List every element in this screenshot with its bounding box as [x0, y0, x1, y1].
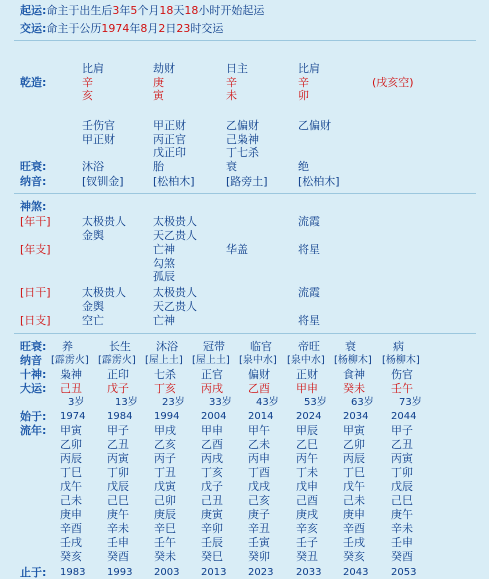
shensha-item: 太极贵人 — [153, 286, 197, 299]
liunian-item: 丁巳 — [343, 466, 365, 479]
pillar-shishen: 劫财 — [153, 62, 175, 75]
liunian-item: 丙子 — [154, 452, 176, 465]
wangshuai-value: 衰 — [226, 160, 237, 173]
dayun-start-year: 1974 — [60, 411, 86, 422]
pillar-gan: 庚 — [153, 75, 164, 89]
liunian-item: 甲戌 — [154, 424, 176, 437]
liunian-item: 甲寅 — [60, 424, 82, 437]
liunian-item: 乙丑 — [107, 438, 129, 451]
dayun-nayin: [屋上土] — [145, 355, 183, 366]
liunian-item: 戊戌 — [248, 480, 270, 493]
dayun-ganzhi: 丙戌 — [201, 382, 223, 395]
pillar-zhi: 亥 — [82, 89, 93, 103]
shensha-cell — [153, 286, 197, 313]
dayun-age: 3岁 — [68, 397, 85, 408]
dayun-nayin: [屋上土] — [192, 355, 230, 366]
dayun-wangshuai: 临官 — [250, 340, 272, 353]
dayun-start-year: 1984 — [107, 411, 133, 422]
liunian-item: 癸亥 — [60, 550, 82, 563]
dayun-shishen: 伤官 — [391, 368, 413, 381]
shensha-item: 天乙贵人 — [153, 228, 197, 242]
jiaoyun-label: 交运: — [20, 22, 47, 35]
shensha-item: 将星 — [298, 243, 320, 256]
liunian-item: 己巳 — [107, 494, 129, 507]
shensha-item: 将星 — [298, 314, 320, 327]
liunian-item: 庚戌 — [296, 508, 318, 521]
shensha-item: 空亡 — [82, 314, 104, 327]
dayun-nayin: [霹雳火] — [98, 355, 136, 366]
pillar-gan: 辛 — [226, 75, 237, 89]
liunian-item: 壬午 — [154, 536, 176, 549]
liunian-item: 己丑 — [201, 494, 223, 507]
dayun-end-year: 2003 — [154, 567, 180, 578]
canggan-year — [82, 119, 115, 146]
liunian-item: 庚申 — [60, 508, 82, 521]
shensha-item: 勾煞 — [153, 256, 175, 270]
shensha-row-label: [日干] — [20, 286, 51, 299]
liunian-item: 戊辰 — [391, 480, 413, 493]
dayun-nayin: [泉中水] — [287, 355, 325, 366]
dayun-wangshuai: 养 — [62, 340, 73, 353]
dayun-wangshuai: 沐浴 — [156, 340, 178, 353]
liunian-item: 丁卯 — [391, 466, 413, 479]
dayun-ganzhi: 壬午 — [391, 382, 413, 395]
liunian-item: 癸酉 — [107, 550, 129, 563]
shensha-cell — [153, 243, 175, 284]
qiyun-u4: 小时开始起运 — [198, 4, 265, 17]
liunian-item: 癸酉 — [391, 550, 413, 563]
liunian-item: 壬戌 — [60, 536, 82, 549]
liunian-item: 辛亥 — [296, 522, 318, 535]
liunian-item: 壬子 — [296, 536, 318, 549]
dayun-wangshuai-label: 旺衰: — [20, 340, 47, 353]
canggan-item: 乙偏财 — [226, 119, 259, 132]
dayun-start-year: 2004 — [201, 411, 227, 422]
liunian-item: 乙巳 — [296, 438, 318, 451]
dayun-ganzhi: 丁亥 — [154, 382, 176, 395]
liunian-item: 辛酉 — [60, 522, 82, 535]
liunian-item: 庚申 — [343, 508, 365, 521]
liunian-label: 流年: — [20, 424, 47, 437]
liunian-item: 丁酉 — [248, 466, 270, 479]
canggan-month — [153, 119, 186, 160]
liunian-item: 甲午 — [248, 424, 270, 437]
shensha-item: 孤辰 — [153, 270, 175, 284]
divider — [14, 193, 476, 194]
dayun-end-year: 2013 — [201, 567, 227, 578]
dayun-age: 33岁 — [209, 397, 232, 408]
dayun-end-year: 1993 — [107, 567, 133, 578]
shensha-cell — [82, 286, 126, 313]
liunian-item: 乙卯 — [60, 438, 82, 451]
shensha-item: 亡神 — [153, 314, 175, 327]
liunian-item: 壬寅 — [248, 536, 270, 549]
nayin-value: [松柏木] — [153, 175, 195, 188]
wangshuai-value: 绝 — [298, 160, 309, 173]
dayun-wangshuai: 病 — [393, 340, 404, 353]
kongwang: (戌亥空) — [372, 76, 414, 89]
liunian-item: 癸未 — [154, 550, 176, 563]
liunian-item: 辛丑 — [248, 522, 270, 535]
liunian-item: 戊寅 — [154, 480, 176, 493]
dayun-age: 13岁 — [115, 397, 138, 408]
liunian-item: 癸亥 — [343, 550, 365, 563]
pillar-gan: 辛 — [82, 75, 93, 89]
canggan-hour — [298, 119, 331, 133]
jiaoyun-pre: 命主于公历 — [46, 22, 102, 35]
dayun-age: 53岁 — [304, 397, 327, 408]
nayin-label: 纳音: — [20, 175, 47, 188]
dayun-nayin: [杨柳木] — [334, 355, 372, 366]
shensha-cell — [153, 215, 197, 242]
liunian-item: 辛未 — [107, 522, 129, 535]
liunian-item: 甲子 — [107, 424, 129, 437]
dayun-ganzhi: 乙酉 — [248, 382, 270, 395]
jiaoyun-year: 1974 — [101, 22, 130, 35]
liunian-item: 丁卯 — [107, 466, 129, 479]
liunian-item: 壬申 — [391, 536, 413, 549]
canggan-item: 甲正财 — [153, 119, 186, 132]
dayun-start-year: 2044 — [391, 411, 417, 422]
shensha-item: 亡神 — [153, 243, 175, 256]
dayun-start-year: 2024 — [296, 411, 322, 422]
shensha-item: 流霞 — [298, 286, 320, 299]
liunian-item: 癸巳 — [201, 550, 223, 563]
divider — [14, 333, 476, 334]
shensha-row-label: [年支] — [20, 243, 51, 256]
canggan-item: 甲正财 — [82, 132, 115, 146]
qiyun-hours: 18 — [184, 4, 199, 17]
shensha-item: 太极贵人 — [82, 215, 126, 228]
liunian-item: 丁未 — [296, 466, 318, 479]
liunian-item: 甲子 — [391, 424, 413, 437]
dayun-nayin: [霹雳火] — [51, 355, 89, 366]
dayun-shishen: 食神 — [343, 368, 365, 381]
dayun-wangshuai: 冠带 — [203, 340, 225, 353]
dayun-nayin: [泉中水] — [239, 355, 277, 366]
dayun-shishen: 正财 — [296, 368, 318, 381]
dayun-shishen: 正官 — [201, 368, 223, 381]
qianzao-label: 乾造: — [20, 76, 47, 89]
dayun-wangshuai: 帝旺 — [298, 340, 320, 353]
dayun-start-year: 1994 — [154, 411, 180, 422]
liunian-item: 己未 — [60, 494, 82, 507]
shensha-item: 金舆 — [82, 299, 104, 313]
shensha-item: 太极贵人 — [153, 215, 197, 228]
jiaoyun-day: 2 — [158, 22, 166, 35]
liunian-item: 己巳 — [391, 494, 413, 507]
jiaoyun-hour: 23 — [176, 22, 191, 35]
dayun-age: 73岁 — [399, 397, 422, 408]
liunian-item: 戊午 — [343, 480, 365, 493]
liunian-item: 丙戌 — [201, 452, 223, 465]
qiyun-u3: 天 — [173, 4, 185, 17]
dayun-start-year: 2034 — [343, 411, 369, 422]
liunian-item: 庚子 — [248, 508, 270, 521]
qiyun-months: 5 — [130, 4, 138, 17]
nayin-value: [松柏木] — [298, 175, 340, 188]
pillar-year — [82, 62, 104, 103]
dayun-wangshuai: 衰 — [345, 340, 356, 353]
dayun-end-year: 1983 — [60, 567, 86, 578]
liunian-item: 戊午 — [60, 480, 82, 493]
liunian-item: 乙未 — [248, 438, 270, 451]
shensha-item: 华盖 — [226, 243, 248, 256]
pillar-shishen: 比肩 — [298, 62, 320, 75]
shensha-cell — [82, 215, 126, 242]
liunian-item: 辛未 — [391, 522, 413, 535]
pillar-shishen: 比肩 — [82, 62, 104, 75]
liunian-item: 乙丑 — [391, 438, 413, 451]
liunian-item: 戊子 — [201, 480, 223, 493]
liunian-item: 乙酉 — [201, 438, 223, 451]
jiaoyun-month: 8 — [140, 22, 148, 35]
liunian-item: 壬申 — [107, 536, 129, 549]
liunian-item: 丁巳 — [60, 466, 82, 479]
qiyun-u2: 个月 — [137, 4, 160, 17]
dayun-label: 大运: — [20, 382, 47, 395]
liunian-item: 丙午 — [296, 452, 318, 465]
liunian-item: 丙申 — [248, 452, 270, 465]
pillar-month — [153, 62, 175, 103]
dayun-shishen: 七杀 — [154, 368, 176, 381]
liunian-item: 壬辰 — [201, 536, 223, 549]
canggan-day — [226, 119, 259, 160]
wangshuai-value: 胎 — [153, 160, 164, 173]
nayin-value: [钗钏金] — [82, 175, 124, 188]
dayun-wangshuai: 长生 — [109, 340, 131, 353]
canggan-item: 戊正印 — [153, 146, 186, 160]
liunian-item: 乙卯 — [343, 438, 365, 451]
liunian-item: 丙寅 — [391, 452, 413, 465]
jiaoyun-u2: 月 — [147, 22, 159, 35]
dayun-end-year: 2053 — [391, 567, 417, 578]
dayun-nayin: [杨柳木] — [382, 355, 420, 366]
liunian-item: 癸丑 — [296, 550, 318, 563]
liunian-item: 辛巳 — [154, 522, 176, 535]
canggan-item: 己枭神 — [226, 132, 259, 146]
shensha-item: 天乙贵人 — [153, 299, 197, 313]
dayun-end-year: 2033 — [296, 567, 322, 578]
liunian-item: 己卯 — [154, 494, 176, 507]
liunian-item: 甲寅 — [343, 424, 365, 437]
dayun-end-year: 2043 — [343, 567, 369, 578]
shensha-row-label: [日支] — [20, 314, 51, 327]
nayin-value: [路旁土] — [226, 175, 268, 188]
pillar-zhi: 未 — [226, 89, 237, 103]
liunian-item: 庚午 — [107, 508, 129, 521]
canggan-item: 丁七杀 — [226, 146, 259, 160]
liunian-item: 庚辰 — [154, 508, 176, 521]
qiyun-pre: 命主于出生后 — [46, 4, 113, 17]
pillar-shishen: 日主 — [226, 62, 248, 75]
shensha-row-label: [年干] — [20, 215, 51, 228]
pillar-day — [226, 62, 248, 103]
liunian-item: 丁亥 — [201, 466, 223, 479]
liunian-item: 辛卯 — [201, 522, 223, 535]
divider — [14, 40, 476, 41]
liunian-item: 辛酉 — [343, 522, 365, 535]
pillar-zhi: 卯 — [298, 89, 309, 103]
jiaoyun-u1: 年 — [129, 22, 141, 35]
shensha-item: 太极贵人 — [82, 286, 126, 299]
liunian-item: 戊申 — [296, 480, 318, 493]
liunian-item: 丙辰 — [60, 452, 82, 465]
shensha-item: 流霞 — [298, 215, 320, 228]
wangshuai-label: 旺衰: — [20, 160, 47, 173]
liunian-item: 甲辰 — [296, 424, 318, 437]
dayun-ganzhi: 癸未 — [343, 382, 365, 395]
dayun-start-label: 始于: — [20, 410, 47, 423]
liunian-item: 乙亥 — [154, 438, 176, 451]
dayun-age: 23岁 — [162, 397, 185, 408]
liunian-item: 丁丑 — [154, 466, 176, 479]
canggan-item: 乙偏财 — [298, 119, 331, 132]
dayun-nayin-label: 纳音 — [20, 354, 42, 367]
dayun-start-year: 2014 — [248, 411, 274, 422]
liunian-item: 丙寅 — [107, 452, 129, 465]
liunian-item: 壬戌 — [343, 536, 365, 549]
shensha-title: 神煞: — [20, 200, 47, 213]
liunian-item: 戊辰 — [107, 480, 129, 493]
dayun-shishen: 枭神 — [60, 368, 82, 381]
liunian-item: 庚午 — [391, 508, 413, 521]
liunian-item: 甲申 — [201, 424, 223, 437]
liunian-item: 庚寅 — [201, 508, 223, 521]
dayun-ganzhi: 己丑 — [60, 382, 82, 395]
liunian-item: 己酉 — [296, 494, 318, 507]
dayun-shishen: 偏财 — [248, 368, 270, 381]
liunian-item: 丙辰 — [343, 452, 365, 465]
qiyun-label: 起运: — [20, 4, 47, 17]
dayun-end-year: 2023 — [248, 567, 274, 578]
dayun-ganzhi: 戊子 — [107, 382, 129, 395]
jiaoyun-line — [20, 22, 223, 35]
pillar-hour — [298, 62, 320, 103]
dayun-end-label: 止于: — [20, 566, 47, 579]
liunian-item: 己亥 — [248, 494, 270, 507]
shensha-item: 金舆 — [82, 228, 104, 242]
dayun-shishen: 正印 — [107, 368, 129, 381]
jiaoyun-u4: 时交运 — [190, 22, 224, 35]
pillar-gan: 辛 — [298, 75, 309, 89]
qiyun-years: 3 — [112, 4, 120, 17]
dayun-age: 43岁 — [256, 397, 279, 408]
dayun-ganzhi: 甲申 — [296, 382, 318, 395]
pillar-zhi: 寅 — [153, 89, 164, 103]
liunian-item: 己未 — [343, 494, 365, 507]
jiaoyun-u3: 日 — [165, 22, 177, 35]
dayun-age: 63岁 — [351, 397, 374, 408]
canggan-item: 丙正官 — [153, 132, 186, 146]
wangshuai-value: 沐浴 — [82, 160, 104, 173]
qiyun-days: 18 — [159, 4, 174, 17]
canggan-item: 壬伤官 — [82, 119, 115, 132]
qiyun-u1: 年 — [119, 4, 131, 17]
qiyun-line — [20, 4, 264, 17]
liunian-item: 癸卯 — [248, 550, 270, 563]
dayun-shishen-label: 十神: — [20, 368, 47, 381]
